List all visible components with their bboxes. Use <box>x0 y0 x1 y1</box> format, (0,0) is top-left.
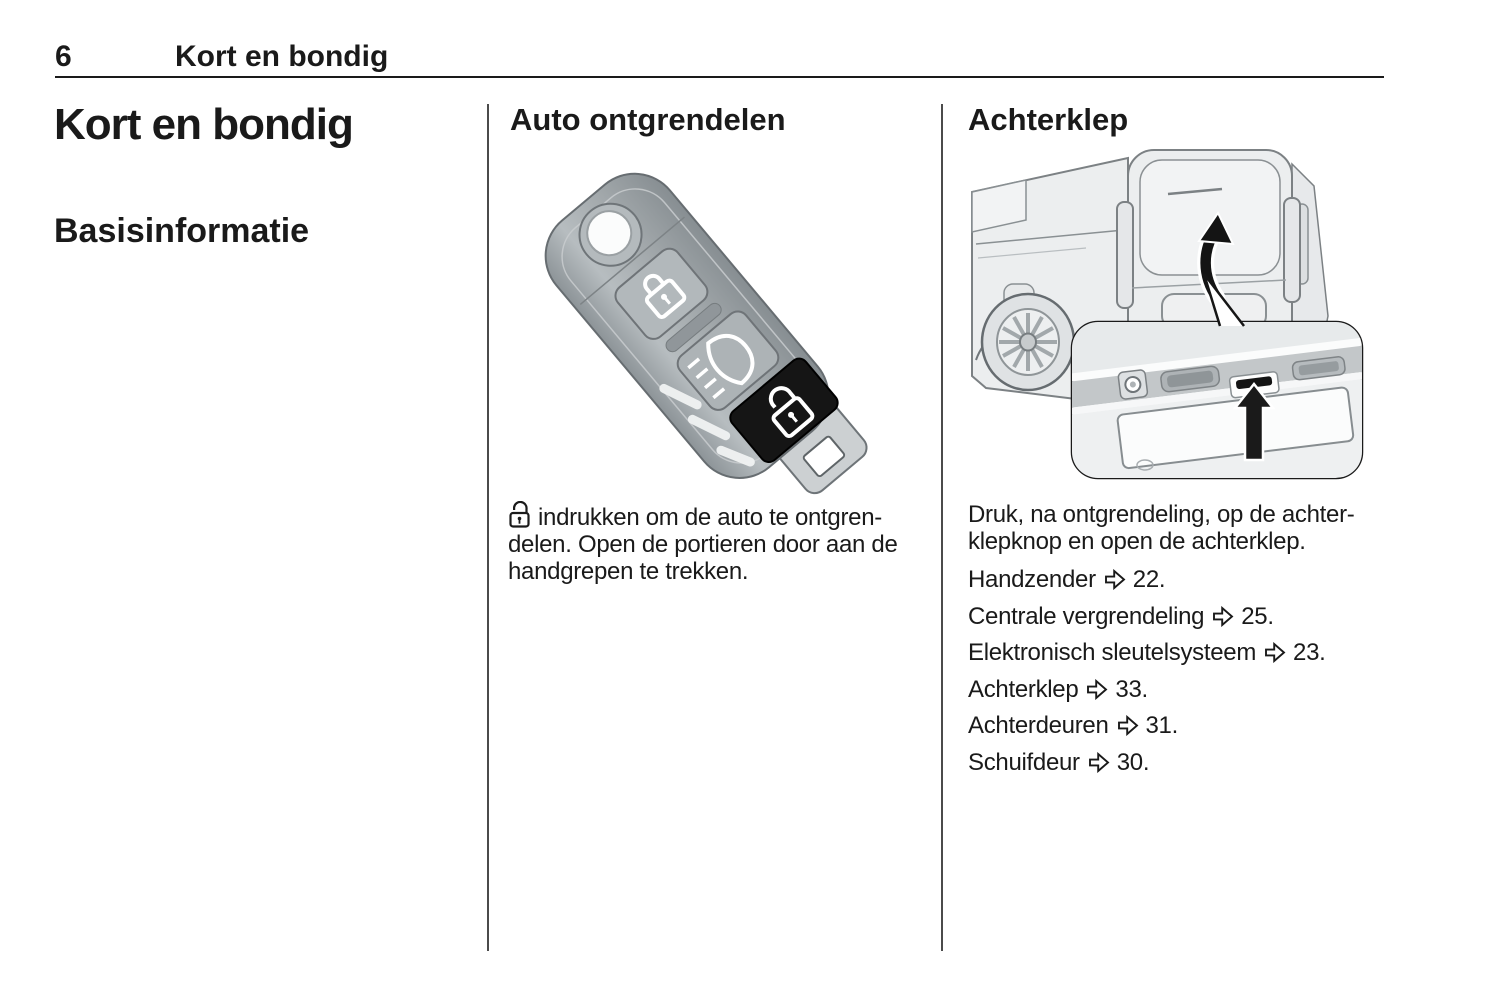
reference-page: 31. <box>1145 712 1178 739</box>
reference-row <box>968 603 1326 640</box>
page-reference-arrow-icon <box>1086 679 1108 700</box>
reference-page: 22. <box>1132 566 1166 593</box>
reference-label: Achterklep <box>968 675 1079 703</box>
page-number: 6 <box>55 40 72 73</box>
tailgate-heading: Achterklep <box>968 102 1129 137</box>
page-reference-arrow-icon <box>1212 606 1234 627</box>
reference-page: 33. <box>1115 675 1148 703</box>
reference-row <box>968 676 1326 713</box>
page-reference-arrow-icon <box>1104 569 1126 590</box>
reference-label: Schuifdeur <box>968 748 1080 776</box>
reference-label: Centrale vergrendeling <box>968 602 1205 630</box>
remote-key-figure <box>514 148 916 504</box>
unlock-heading: Auto ontgrendelen <box>510 102 786 137</box>
reference-row <box>968 566 1326 603</box>
reference-page: 30. <box>1116 748 1150 776</box>
tailgate-paragraph-line1: Druk, na ontgrendeling, op de achter- <box>968 501 1355 528</box>
reference-page: 23. <box>1293 639 1326 666</box>
page-reference-arrow-icon <box>1088 752 1110 773</box>
reference-row <box>968 749 1326 786</box>
reference-label: Achterdeuren <box>968 712 1109 739</box>
unlock-paragraph-line2: delen. Open de portieren door aan de <box>508 531 898 558</box>
reference-row <box>968 712 1326 749</box>
page-reference-arrow-icon <box>1264 642 1286 663</box>
running-header-title: Kort en bondig <box>175 40 389 73</box>
tailgate-paragraph-line2: klepknop en open de achterklep. <box>968 528 1306 555</box>
column-tailgate <box>966 100 1390 850</box>
column-separator-right <box>941 104 943 951</box>
page-reference-arrow-icon <box>1117 715 1139 736</box>
column-separator-left <box>487 104 489 951</box>
van-rear-figure <box>966 146 1386 484</box>
chapter-title: Kort en bondig <box>54 100 353 149</box>
reference-label: Handzender <box>968 566 1096 593</box>
reference-page: 25. <box>1241 602 1274 630</box>
unlock-paragraph-line1: indrukken om de auto te ontgren- <box>538 504 882 531</box>
page-reference-list <box>968 566 1326 785</box>
header-rule <box>55 76 1384 78</box>
column-unlock-vehicle <box>506 100 926 850</box>
unlock-paragraph <box>508 501 898 585</box>
tailgate-paragraph <box>968 501 1354 555</box>
unlock-icon <box>508 501 531 529</box>
reference-row <box>968 639 1326 676</box>
rear-camera <box>1118 369 1148 399</box>
reference-label: Elektronisch sleutelsysteem <box>968 639 1257 666</box>
unlock-paragraph-line3: handgrepen te trekken. <box>508 558 749 585</box>
section-title: Basisinformatie <box>54 212 310 250</box>
rear-wheel <box>982 294 1074 390</box>
